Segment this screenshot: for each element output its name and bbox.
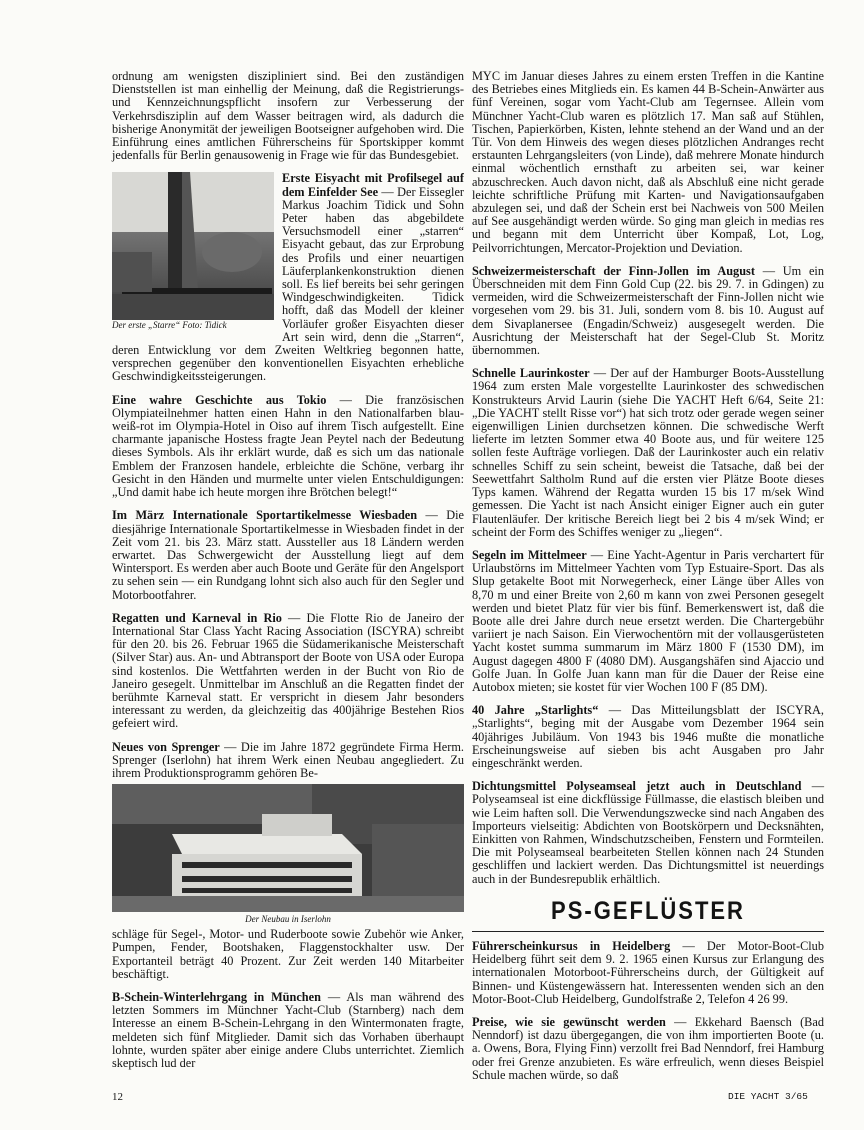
magazine-reference: DIE YACHT 3/65 xyxy=(728,1091,808,1102)
article-heidelberg-body: — Der Motor-Boot-Club Heidelberg führt seit dem 9. 2. 1965 einen Kursus zur Erlangung des internationalen Motorboot-Führerscheins durch, der Gültigkeit auf Binnen- und Küstengewässern hat. Interessenten wenden sich an den Motor-Boot-Club Heidelberg, Gundolfstraße 2, Telefon 4 26 99. xyxy=(472,938,824,1006)
article-wiesbaden-body: — Die diesjährige Internationale Sportartikelmesse in Wiesbaden findet in der Zeit vom 21. bis 23. März statt. Aussteller aus 18 Ländern werden erwartet. Das Schwergewicht der Ausstellung liegt auf dem Wintersport. Es werden aber auch Boote und Geräte für den Angelsport zu sehen sein — ein Rundgang lohnt sich also auch für den Segler und Motorbootfahrer. xyxy=(112,508,465,602)
article-sprenger-continued: schläge für Segel-, Motor- und Ruderboote sowie Zubehör wie Anker, Pumpen, Fender, Bootshaken, Flaggenstockhalter usw. Der Exportanteil beträgt 40 Prozent. Zur Zeit werden 140 Mitarbeiter beschäftigt. xyxy=(112,927,464,981)
article-starlights-headline: 40 Jahre „Starlights“ xyxy=(472,703,599,718)
section-title-ps-gefluester: PS-GEFLÜSTER xyxy=(551,895,745,925)
photo-eisyacht-caption: Der erste „Starre“ Foto: Tidick xyxy=(112,320,227,331)
photo-eisyacht-figure xyxy=(112,172,274,330)
photo-sprenger-caption: Der Neubau in Iserlohn xyxy=(245,914,331,925)
article-preise xyxy=(472,1016,824,1082)
article-laurinkoster xyxy=(472,367,824,539)
article-mittelmeer xyxy=(472,549,824,694)
article-starlights-body: — Das Mitteilungsblatt der ISCYRA, „Starlights“, beging mit der Ausgabe vom Dezember 1964 sein 40jähriges Jubiläum. Von 1943 bis 1946 mußte die monatliche Erscheinungsweise auf sieben bis acht Ausgaben pro Jahr eingeschränkt werden. xyxy=(472,703,824,770)
article-tokio-body: — Die französischen Olympiateilnehmer hatten einen Hahn in den Nationalfarben blau-weiß-rot im Olympia-Hotel in Oiso auf ihrem Tisch aufgestellt. Eine charmante japanische Hostess fragte Jean Peytel nach der Bedeutung dieses Symbols. Als ihr erklärt wurde, daß es sich um das nationale Emblem der Franzosen handele, erbleichte die Schöne, verbarg ihr Gesicht in den Händen und murmelte unter vielen Entschuldigungen: „Und damit habe ich heute morgen ihre Brötchen belegt!“ xyxy=(112,392,464,500)
article-finn-jollen xyxy=(472,265,824,357)
article-eisyacht-body: — Der Eissegler Markus Joachim Tidick und Sohn Peter haben das abgebildete Versuchsmodell einer „starren“ Eisyacht gebaut, das zur Erprobung des Profils und einer neuartigen Läuferplankenkonstruktion dienen soll. Es lief bereits bei sehr geringen Windgeschwindigkeiten. Tidick hofft, daß das Modell der kleiner Vorläufer großer Eisyachten dieser Art sein wird, denn die „Starren“, deren Entwicklung vor dem Zweiten Weltkrieg begonnen hatte, versprechen gegenüber den konventionellen Eisyachten erhebliche Geschwindigkeitssteigerungen. xyxy=(112,184,464,384)
article-eisyacht-headline: Erste Eisyacht mit Profilsegel auf dem Einfelder See xyxy=(282,172,464,199)
left-column xyxy=(112,70,464,1070)
article-eisyacht xyxy=(112,172,464,383)
article-tokio xyxy=(112,394,464,500)
article-rio-headline: Regatten und Karneval in Rio xyxy=(112,610,282,625)
article-laurinkoster-body: — Der auf der Hamburger Boots-Ausstellung 1964 zum ersten Male vorgestellte Laurinkoster des schwedischen Konstrukteurs Arvid Laurin (siehe Die YACHT Heft 6/64, Seite 21: „Die YACHT stellt Risse vor“) hat sich trotz oder gerade wegen seiner eigenwilligen Linien durchsetzen können. Die schwedische Werft lieferte im letzten Sommer etwa 40 Boote aus, und für weitere 125 sollen feste Aufträge vorliegen. Daß der Laurinkoster auch ein relativ schnelles Schiff zu sein scheint, beweist die Tatsache, daß bei der Seewettfahrt Saltholm Rund auf die ersten vier Plätze Boote dieses Typs kamen. Während der Regatta wurden 15 bis 17 m/sek Wind gemessen. Die Yacht ist nach Ansicht einiger Eigner auch ein guter Flautenläufer. Der kritische Bereich liegt bei 2 bis 4 m/sek Wind; er scheint der Form des Schiffes weniger zu „liegen“. xyxy=(472,366,825,539)
article-sprenger-body: — Die im Jahre 1872 gegründete Firma Herm. Sprenger (Iserlohn) hat ihrem Werk einen Neubau angegliedert. Zu ihrem Produktionsprogramm gehören Be- xyxy=(112,739,464,780)
article-heidelberg-headline: Führerscheinkursus in Heidelberg xyxy=(472,938,671,953)
article-mittelmeer-body: — Eine Yacht-Agentur in Paris verchartert für Urlaubstörns im Mittelmeer Yachten vom Typ Estuaire-Sport. Das als Slup getakelte Boot mit Norwegerheck, einer Länge über Alles von 8,70 m und einer Breite von 2,60 m kann von zwei Personen gesegelt werden und bietet Platz für vier bis fünf. Bemerkenswert ist, daß die Boote alle drei Jahre durch neue ersetzt werden. Die Chartergebühr variiert je nach Saison. Ein Vierwochentörn mit der vollausgerüsteten Yacht kostet summa summarum im März 1800 F (1530 DM), im August dagegen 4800 F (4080 DM). Ausgangshäfen sind Ajaccio und Golfe Juan. In Golfe Juan kann man für die Dauer der Reise eine Autobox mieten; sie kostet für vier Wochen 100 F (85 DM). xyxy=(472,547,824,694)
article-preise-headline: Preise, wie sie gewünscht werden xyxy=(472,1015,666,1029)
article-heidelberg xyxy=(472,940,824,1006)
article-sprenger-headline: Neues von Sprenger xyxy=(112,739,220,754)
article-laurinkoster-headline: Schnelle Laurinkoster xyxy=(472,366,590,381)
article-finn-jollen-body: — Um ein Überschneiden mit dem Finn Gold Cup (22. bis 29. 7. in Gdingen) zu vermeiden, wird die Schweizermeisterschaft der Finn-Jollen nicht wie vorgesehen vom 29. bis 31. Juli, sondern vom 8. bis 10. August auf dem Sivaplanersee (Engadin/Schweiz) ausgesegelt werden. Die Ausrichtung der Meisterschaft hat der Segel-Club St. Moritz übernommen. xyxy=(472,263,824,358)
article-preise-body: — Ekkehard Baensch (Bad Nenndorf) ist dazu übergegangen, die von ihm importierten Boote (u. a. Owens, Bora, Flying Finn) verzollt frei Bad Nenndorf, frei Hamburg oder frei Grenze anzubieten. Es wäre erfreulich, wenn dieses Beispiel Schule machen würde, so daß xyxy=(472,1015,824,1082)
page-number: 12 xyxy=(112,1091,123,1103)
article-sprenger xyxy=(112,741,464,781)
article-rio-body: — Die Flotte Rio de Janeiro der International Star Class Yacht Racing Association (ISCYRA) schreibt für den 20. bis 26. Februar 1965 die Südamerikanische Meisterschaft (Silver Star) aus. An- und Abtransport der Boote von USA oder Europa sind kostenlos. Die Wettfahrten werden in der Bucht von Rio de Janeiro gesegelt. Unmittelbar im Anschluß an die Regatten findet der berühmte Karneval statt. Er verspricht in diesem Jahr besonders interessant zu werden, da gleichzeitig das 400jährige Bestehen Rios gefeiert wird. xyxy=(112,610,464,731)
article-mittelmeer-headline: Segeln im Mittelmeer xyxy=(472,547,587,562)
article-polyseamseal-body: — Polyseamseal ist eine dickflüssige Füllmasse, die elastisch bleiben und wie Leim haften soll. Die Verwendungszwecke sind nach Angaben des Importeurs vielseitig: Abdichten von Bootskörpern und Decksnähten, Einkitten von Rahmen, Windschutzscheiben, Fenstern und Formteilen. Die mit Polyseamseal bearbeiteten Stellen können nach 24 Stunden geschliffen und lackiert werden. Das Dichtungsmittel ist neuerdings auch in der Bundesrepublik erhältlich. xyxy=(472,779,824,886)
article-tokio-headline: Eine wahre Geschichte aus Tokio xyxy=(112,392,327,407)
article-bschein xyxy=(112,991,464,1070)
article-finn-jollen-headline: Schweizermeisterschaft der Finn-Jollen im August xyxy=(472,263,755,278)
section-divider xyxy=(472,931,824,932)
right-column xyxy=(472,70,824,1082)
article-bschein-continued: MYC im Januar dieses Jahres zu einem ersten Treffen in die Kantine des Betriebes eines Mitglieds ein. Es kamen 44 B-Schein-Anwärter aus fünf Vereinen, sogar vom Yacht-Club am Tegernsee. Allein vom Münchner Yacht-Club waren es plötzlich 17. Man saß auf Stühlen, Tischen, Papierkörben, Kisten, lehnte stehend an der Wand und an der Tür. Von dem Hinweis des wegen dieses plötzlichen Andranges recht erstaunten Lehrgangsleiters (von Linde), daß mehrere Monate hindurch einmal wöchentlich ernsthaft zu arbeiten sei, war keiner abzuschrecken. Auch davon nicht, daß als Abschluß eine nicht gerade leichte schriftliche Prüfung mit Karten- und Navigationsaufgaben abzulegen sei, und daß der Schein erst bei Nachweis von 500 Meilen auf See ausgehändigt werden würde. So ging man gleich in medias res und begann mit dem Unterricht über Kompaß, Lot, Log, Peilvorrichtungen, Mercator-Projektion und Deviation. xyxy=(472,69,824,255)
article-starlights xyxy=(472,704,824,770)
photo-sprenger-figure xyxy=(112,784,464,924)
intro-paragraph: ordnung am wenigsten diszipliniert sind. Bei den zuständigen Dienststellen ist man einhellig der Meinung, daß die Registrierungs- und Kennzeichnungspflicht insofern zur Verbesserung der Verkehrsdisziplin auf dem Wasser beitragen wird, als dadurch die bisherige Anonymität der jeweiligen Bootseigner aufgehoben wird. Die Einführung eines amtlichen Führerscheins für Sportskipper kommt jedenfalls für Berlin genausowenig in Frage wie für das Bundesgebiet. xyxy=(112,69,464,163)
article-rio xyxy=(112,612,464,731)
article-wiesbaden-headline: Im März Internationale Sportartikelmesse Wiesbaden xyxy=(112,508,418,523)
article-polyseamseal xyxy=(472,780,824,886)
article-wiesbaden xyxy=(112,509,464,601)
article-bschein-headline: B-Schein-Winterlehrgang in München xyxy=(112,989,321,1004)
photo-sprenger xyxy=(112,784,464,912)
photo-eisyacht xyxy=(112,172,274,320)
article-polyseamseal-headline: Dichtungsmittel Polyseamseal jetzt auch in Deutschland xyxy=(472,779,802,794)
article-bschein-body: — Als man während des letzten Sommers im Münchner Yacht-Club (Starnberg) nach dem Interesse an einem B-Schein-Lehrgang in den Wintermonaten fragte, meldeten sich fünf Mitglieder. Damit sich das Vorhaben überhaupt lohnte, wurden später aber einige andere Clubs unterrichtet. Ziemlich skeptisch lud der xyxy=(112,989,464,1070)
